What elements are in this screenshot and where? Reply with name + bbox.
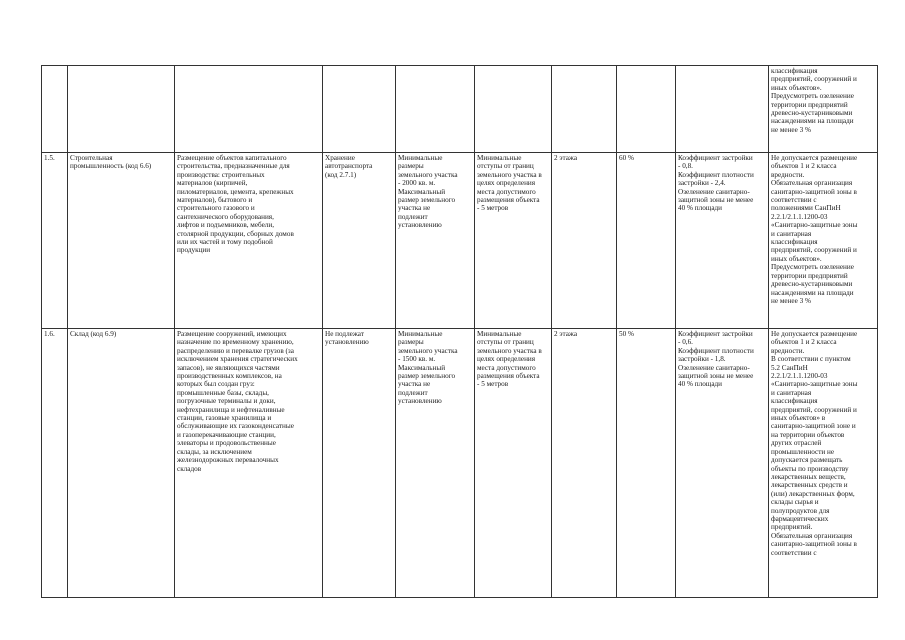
table-row-1-6 xyxy=(42,329,878,598)
cell-auxiliary-use: Не подлежат установлению xyxy=(323,329,396,598)
cell-auxiliary-use: Хранение автотранспорта (код 2.7.1) xyxy=(323,153,396,329)
cell-coverage: 50 % xyxy=(617,329,676,598)
cell-plot-size: Минимальные размеры земельного участка - 2000 кв. м. Максимальный размер земельного участка не подлежит установлению xyxy=(396,153,475,329)
cell-restrictions: классификация предприятий, сооружений и иных объектов». Предусмотреть озеленение территории предприятий древесно-кустарниковыми насаждениями на площади не менее 3 % xyxy=(769,66,878,153)
cell-setbacks: Минимальные отступы от границ земельного участка в целях определения места допустимого размещения объекта - 5 метров xyxy=(475,153,552,329)
cell-number: 1.6. xyxy=(42,329,68,598)
cell-setbacks: Минимальные отступы от границ земельного участка в целях определения места допустимого размещения объекта - 5 метров xyxy=(475,329,552,598)
cell-description: Размещение сооружений, имеющих назначение по временному хранению, распределению и перевалке грузов (за исключением хранения стратегических запасов), не являющихся частями производственных комплексов, на которых был создан груз: промышленные базы, склады, погрузочные терминалы и доки, нефтехранилища и нефтеналивные станции, газовые хранилища и обслуживающие их газоконденсатные и газоперекачивающие станции, элеваторы и продовольственные склады, за исключением железнодорожных перевалочных складов xyxy=(175,329,323,598)
regulations-table xyxy=(41,65,878,598)
cell-setbacks xyxy=(475,66,552,153)
table-row-continuation xyxy=(42,66,878,153)
cell-plot-size: Минимальные размеры земельного участка - 1500 кв. м. Максимальный размер земельного участка не подлежит установлению xyxy=(396,329,475,598)
cell-coverage xyxy=(617,66,676,153)
cell-restrictions: Не допускается размещение объектов 1 и 2 класса вредности. Обязательная организация санитарно-защитной зоны в соответствии с положениями СанПиН 2.2.1/2.1.1.1200-03 «Санитарно-защитные зоны и санитарная классификация предприятий, сооружений и иных объектов». Предусмотреть озеленение территории предприятий древесно-кустарниковыми насаждениями на площади не менее 3 % xyxy=(769,153,878,329)
table-row-1-5 xyxy=(42,153,878,329)
cell-use-name: Строительная промышленность (код 6.6) xyxy=(68,153,175,329)
cell-description xyxy=(175,66,323,153)
cell-parameters xyxy=(676,66,769,153)
cell-description: Размещение объектов капитального строительства, предназначенные для производства: строительных материалов (кирпичей, пиломатериалов, цемента, крепежных материалов), бытового и строительного газового и сантехнического оборудования, лифтов и подъемников, мебели, столярной продукции, сборных домов или их частей и тому подобной продукции xyxy=(175,153,323,329)
cell-floors: 2 этажа xyxy=(552,153,617,329)
cell-auxiliary-use xyxy=(323,66,396,153)
cell-use-name xyxy=(68,66,175,153)
cell-number: 1.5. xyxy=(42,153,68,329)
cell-floors: 2 этажа xyxy=(552,329,617,598)
cell-parameters: Коэффициент застройки - 0,6. Коэффициент плотности застройки - 1,8. Озеленение санитарно- защитной зоны не менее 40 % площади xyxy=(676,329,769,598)
cell-parameters: Коэффициент застройки - 0,8. Коэффициент плотности застройки - 2,4. Озеленение санитарно- защитной зоны не менее 40 % площади xyxy=(676,153,769,329)
cell-plot-size xyxy=(396,66,475,153)
cell-coverage: 60 % xyxy=(617,153,676,329)
cell-number xyxy=(42,66,68,153)
cell-restrictions: Не допускается размещение объектов 1 и 2 класса вредности. В соответствии с пунктом 5.2 СанПиН 2.2.1/2.1.1.1200-03 «Санитарно-защитные зоны и санитарная классификация предприятий, сооружений и иных объектов» в санитарно-защитной зоне и на территории объектов других отраслей промышленности не допускается размещать объекты по производству лекарственных веществ, лекарственных средств и (или) лекарственных форм, склады сырья и полупродуктов для фармацевтических предприятий. Обязательная организация санитарно-защитной зоны в соответствии с xyxy=(769,329,878,598)
cell-floors xyxy=(552,66,617,153)
cell-use-name: Склад (код 6.9) xyxy=(68,329,175,598)
